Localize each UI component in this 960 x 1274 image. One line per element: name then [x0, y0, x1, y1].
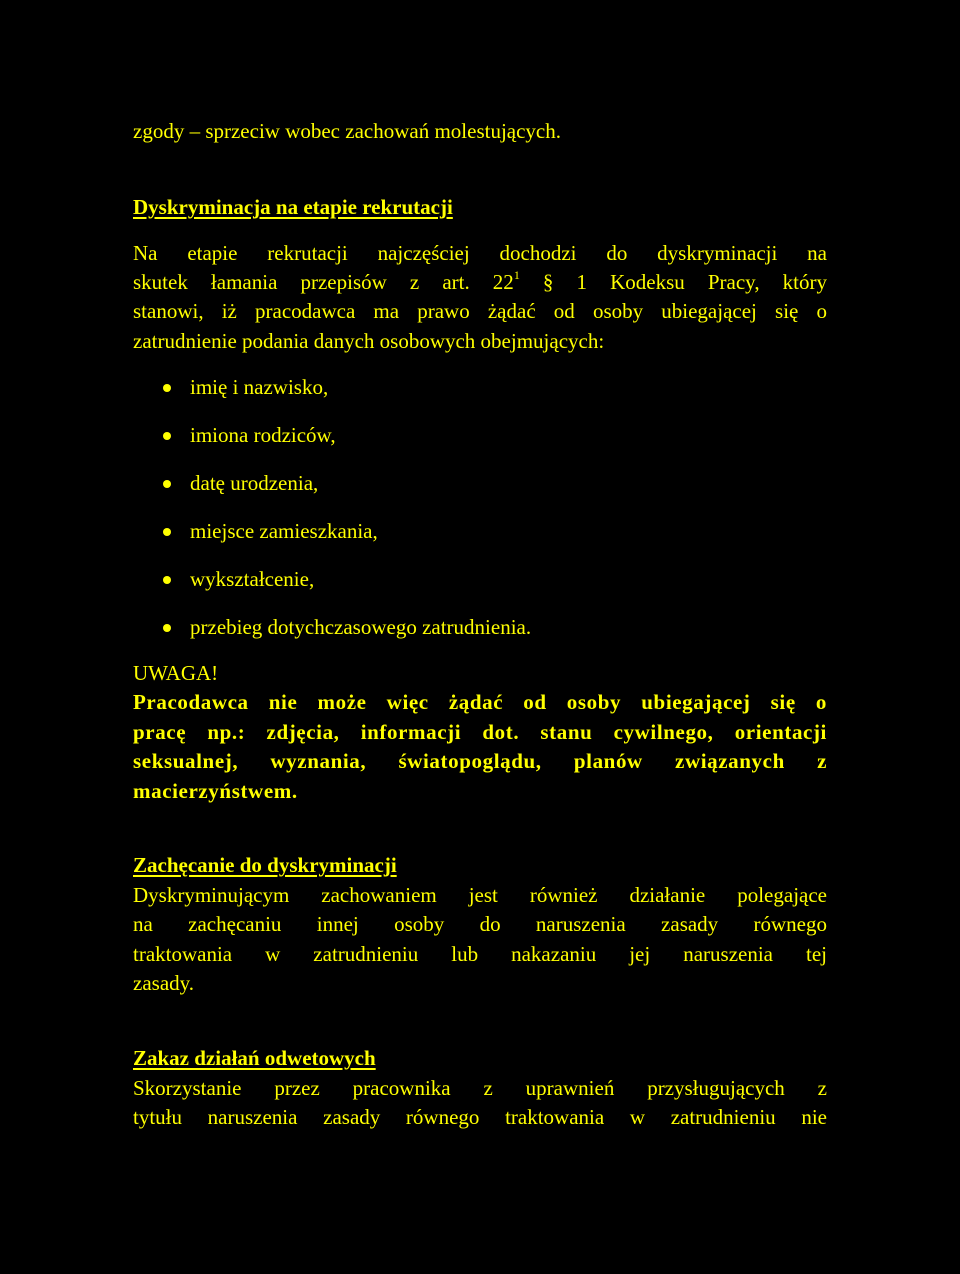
- recruitment-line-1: Na etapie rekrutacji najczęściej dochodzi do dyskryminacji na: [133, 241, 827, 265]
- encouragement-line-1: Dyskryminującym zachowaniem jest również działanie polegające: [133, 883, 827, 907]
- superscript-article: 1: [513, 268, 520, 282]
- encouragement-line-2: na zachęcaniu innej osoby do naruszenia zasady równego: [133, 912, 827, 936]
- warning-line-2: pracę np.: zdjęcia, informacji dot. stanu cywilnego, orientacji: [133, 720, 827, 744]
- bullet-icon: [163, 432, 171, 440]
- list-item: imiona rodziców,: [163, 421, 531, 469]
- list-item: przebieg dotychczasowego zatrudnienia.: [163, 613, 531, 661]
- heading-retaliation: Zakaz działań odwetowych: [133, 1046, 376, 1070]
- bullet-icon: [163, 384, 171, 392]
- warning-line-4: macierzyństwem.: [133, 779, 298, 803]
- warning-line-1: Pracodawca nie może więc żądać od osoby ubiegającej się o: [133, 690, 827, 714]
- bullet-icon: [163, 480, 171, 488]
- heading-recruitment: Dyskryminacja na etapie rekrutacji: [133, 195, 453, 219]
- intro-line: zgody – sprzeciw wobec zachowań molestujących.: [133, 119, 561, 143]
- encouragement-line-3: traktowania w zatrudnieniu lub nakazaniu jej naruszenia tej: [133, 942, 827, 966]
- warning-label: UWAGA!: [133, 661, 219, 685]
- list-item: datę urodzenia,: [163, 469, 531, 517]
- retaliation-line-2: tytułu naruszenia zasady równego traktowania w zatrudnieniu nie: [133, 1105, 827, 1129]
- retaliation-line-1: Skorzystanie przez pracownika z uprawnień przysługujących z: [133, 1076, 827, 1100]
- bullet-icon: [163, 528, 171, 536]
- recruitment-line-3: stanowi, iż pracodawca ma prawo żądać od osoby ubiegającej się o: [133, 299, 827, 323]
- recruitment-line-4: zatrudnienie podania danych osobowych obejmujących:: [133, 329, 605, 353]
- bullet-icon: [163, 576, 171, 584]
- heading-encouragement: Zachęcanie do dyskryminacji: [133, 853, 397, 877]
- recruitment-line-2: skutek łamania przepisów z art. $22^1$ § 1 Kodeksu Pracy, który: [133, 268, 827, 294]
- list-item: wykształcenie,: [163, 565, 531, 613]
- warning-line-3: seksualnej, wyznania, światopoglądu, planów związanych z: [133, 749, 827, 773]
- encouragement-line-4: zasady.: [133, 971, 195, 995]
- bullet-icon: [163, 624, 171, 632]
- list-item: imię i nazwisko,: [163, 373, 531, 421]
- list-item: miejsce zamieszkania,: [163, 517, 531, 565]
- personal-data-list: [163, 373, 531, 661]
- document-page: [133, 0, 827, 1274]
